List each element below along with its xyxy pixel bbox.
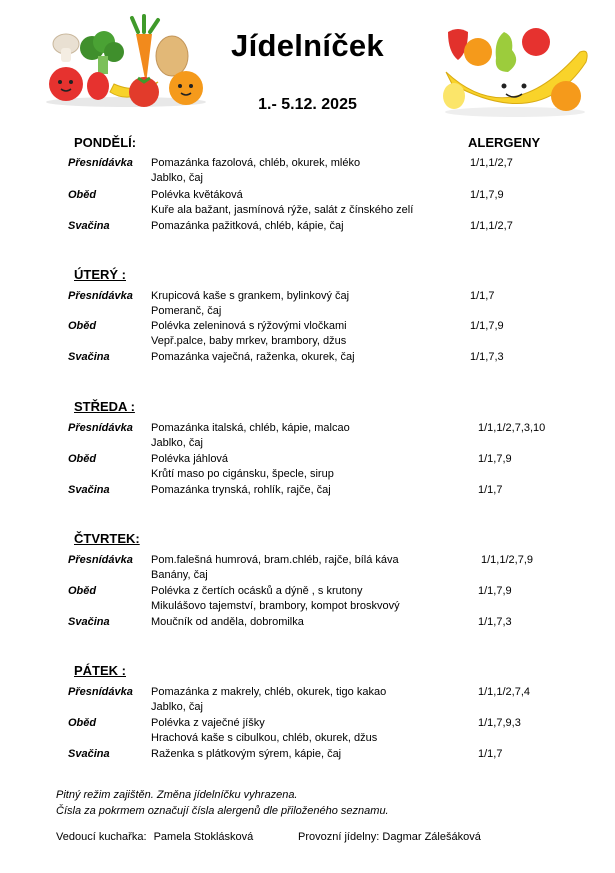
meal-allergens: 1/1,7,9: [470, 189, 504, 201]
meal-label: Oběd: [68, 320, 97, 332]
meal-line: Pomeranč, čaj: [151, 305, 222, 317]
meal-line: Polévka z vaječné jíšky: [151, 717, 265, 729]
menu-date-range: 1.- 5.12. 2025: [258, 96, 357, 113]
meal-line: Pom.falešná humrová, bram.chléb, rajče, bílá káva: [151, 554, 399, 566]
meal-line: Pomazánka fazolová, chléb, okurek, mléko: [151, 157, 361, 169]
meal-text: [151, 748, 341, 760]
meal-label: Svačina: [68, 484, 110, 496]
meal-text: [151, 453, 334, 480]
meal-allergens: 1/1,1/2,7,4: [478, 686, 530, 698]
note-allergens: Čísla za pokrmem označují čísla alergenů dle přiloženého seznamu.: [56, 805, 389, 817]
meal-text: [151, 616, 304, 628]
meal-allergens: 1/1,1/2,7: [470, 157, 513, 169]
meal-label: Svačina: [68, 616, 110, 628]
meal-label: Svačina: [68, 351, 110, 363]
meal-allergens: 1/1,7: [478, 484, 503, 496]
meal-line: Hrachová kaše s cibulkou, chléb, okurek, džus: [151, 732, 378, 744]
meal-label: Oběd: [68, 453, 97, 465]
meal-label: Oběd: [68, 585, 97, 597]
meal-line: Jablko, čaj: [151, 172, 203, 184]
meal-line: Pomazánka vaječná, raženka, okurek, čaj: [151, 351, 355, 363]
meal-allergens: 1/1,7,9: [478, 585, 512, 597]
meal-text: [151, 220, 344, 232]
meal-line: Pomazánka pažitková, chléb, kápie, čaj: [151, 220, 344, 232]
canteen-manager-label: Provozní jídelny:: [298, 831, 380, 843]
meal-allergens: 1/1,7,9: [470, 320, 504, 332]
meal-text: [151, 717, 377, 744]
meal-line: Polévka květáková: [151, 189, 243, 201]
meal-allergens: 1/1,7: [470, 290, 495, 302]
meal-text: [151, 157, 360, 184]
meal-line: Krůtí maso po cigánsku, špecle, sirup: [151, 468, 334, 480]
meal-line: Polévka jáhlová: [151, 453, 229, 465]
note-drinking: Pitný režim zajištěn. Změna jídelníčku vyhrazena.: [56, 789, 298, 801]
meal-line: Pomazánka z makrely, chléb, okurek, tigo kakao: [151, 686, 387, 698]
day-title-thursday: ČTVRTEK:: [74, 531, 140, 546]
meal-line: Moučník od anděla, dobromilka: [151, 616, 304, 628]
canteen-manager: [298, 831, 481, 843]
meal-allergens: 1/1,7,9,3: [478, 717, 521, 729]
meal-line: Krupicová kaše s grankem, bylinkový čaj: [151, 290, 350, 302]
meal-line: Kuře ala bažant, jasmínová rýže, salát z čínského zelí: [151, 204, 414, 216]
meal-line: Polévka z čertích ocásků a dýně , s krutony: [151, 585, 363, 597]
meal-allergens: 1/1,7: [478, 748, 503, 760]
meal-label: Oběd: [68, 189, 97, 201]
meal-line: Pomazánka trynská, rohlík, rajče, čaj: [151, 484, 331, 496]
head-cook-name: Pamela Stoklásková: [153, 831, 254, 843]
meal-text: [151, 686, 386, 713]
page-title: Jídelníček: [231, 28, 384, 63]
meal-label: Svačina: [68, 748, 110, 760]
meal-allergens: 1/1,7,9: [478, 453, 512, 465]
meal-line: Jablko, čaj: [151, 701, 203, 713]
meal-text: [151, 554, 399, 581]
meal-line: Vepř.palce, baby mrkev, brambory, džus: [151, 335, 347, 347]
meal-label: Svačina: [68, 220, 110, 232]
meal-line: Mikulášovo tajemství, brambory, kompot broskvový: [151, 600, 400, 612]
meal-line: Raženka s plátkovým sýrem, kápie, čaj: [151, 748, 342, 760]
canteen-manager-name: Dagmar Zálešáková: [382, 831, 481, 843]
meal-label: Oběd: [68, 717, 97, 729]
day-title-friday: PÁTEK :: [74, 663, 126, 678]
meal-line: Pomazánka italská, chléb, kápie, malcao: [151, 422, 350, 434]
meal-label: Přesnídávka: [68, 554, 133, 566]
meal-allergens: 1/1,7,3: [478, 616, 512, 628]
meal-text: [151, 422, 350, 449]
meal-allergens: 1/1,1/2,7,3,10: [478, 422, 546, 434]
meal-text: [151, 585, 400, 612]
meal-text: [151, 484, 331, 496]
meal-line: Banány, čaj: [151, 569, 208, 581]
meal-allergens: 1/1,1/2,7,9: [481, 554, 533, 566]
meal-label: Přesnídávka: [68, 686, 133, 698]
meal-text: [151, 290, 349, 317]
meal-label: Přesnídávka: [68, 290, 133, 302]
meal-line: Polévka zeleninová s rýžovými vločkami: [151, 320, 347, 332]
meal-line: Jablko, čaj: [151, 437, 203, 449]
day-title-wednesday: STŘEDA :: [74, 399, 135, 414]
allergens-heading: ALERGENY: [468, 135, 541, 150]
day-title-tuesday: ÚTERÝ :: [74, 267, 126, 282]
head-cook-label: Vedoucí kuchařka:: [56, 831, 147, 843]
meal-allergens: 1/1,1/2,7: [470, 220, 513, 232]
head-cook: [56, 831, 253, 843]
meal-text: [151, 320, 347, 347]
meal-label: Přesnídávka: [68, 157, 133, 169]
meal-allergens: 1/1,7,3: [470, 351, 504, 363]
meal-text: [151, 351, 355, 363]
day-title-monday: PONDĚLÍ:: [74, 135, 137, 150]
meal-text: [151, 189, 413, 216]
meal-label: Přesnídávka: [68, 422, 133, 434]
